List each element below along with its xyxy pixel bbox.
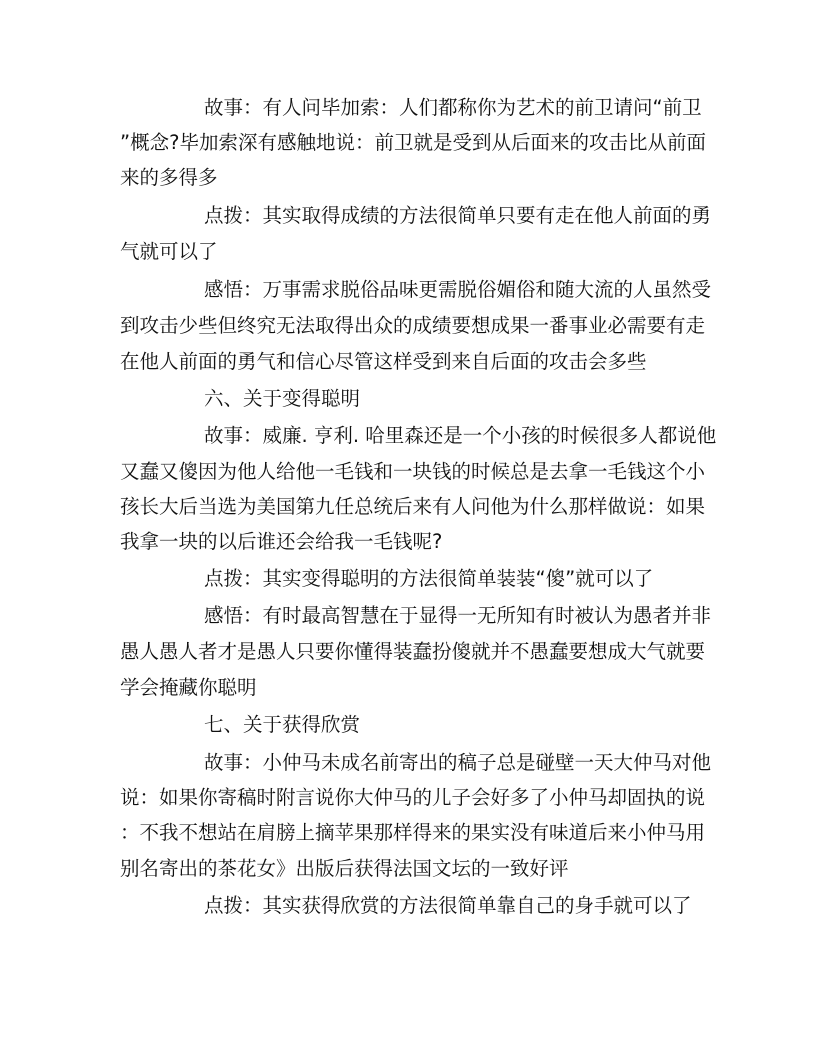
text-line: 又蠢又傻因为他人给他一毛钱和一块钱的时候总是去拿一毛钱这个小 [120, 460, 706, 483]
text-line: 故事：威廉. 亨利. 哈里森还是一个小孩的时候很多人都说他 [204, 424, 717, 447]
text-line: 别名寄出的茶花女》出版后获得法国文坛的一致好评 [120, 857, 569, 880]
text-line: 说：如果你寄稿时附言说你大仲马的儿子会好多了小仲马却固执的说 [120, 786, 706, 809]
text-line: 点拨：其实变得聪明的方法很简单装装“傻”就可以了 [204, 567, 654, 590]
text-line: 我拿一块的以后谁还会给我一毛钱呢? [120, 530, 443, 553]
text-line: 孩长大后当选为美国第九任总统后来有人问他为什么那样做说：如果 [120, 495, 706, 518]
text-line: 点拨：其实取得成绩的方法很简单只要有走在他人前面的勇 [204, 204, 712, 227]
text-line: ”概念?毕加索深有感触地说：前卫就是受到从后面来的攻击比从前面 [120, 131, 706, 154]
text-line: 感悟：万事需求脱俗品味更需脱俗媚俗和随大流的人虽然受 [204, 278, 712, 301]
section-heading: 七、关于获得欣赏 [204, 713, 361, 736]
text-line: 愚人愚人者才是愚人只要你懂得装蠢扮傻就并不愚蠢要想成大气就要 [120, 640, 706, 663]
text-line: ：不我不想站在肩膀上摘苹果那样得来的果实没有味道后来小仲马用 [120, 821, 706, 844]
text-line: 气就可以了 [120, 240, 218, 263]
text-line: 点拨：其实获得欣赏的方法很简单靠自己的身手就可以了 [204, 894, 692, 917]
text-line: 学会掩藏你聪明 [120, 676, 257, 699]
text-line: 在他人前面的勇气和信心尽管这样受到来自后面的攻击会多些 [120, 350, 647, 373]
text-line: 感悟：有时最高智慧在于显得一无所知有时被认为愚者并非 [204, 604, 712, 627]
text-line: 到攻击少些但终究无法取得出众的成绩要想成果一番事业必需要有走 [120, 314, 706, 337]
text-line: 来的多得多 [120, 166, 218, 189]
section-heading: 六、关于变得聪明 [204, 387, 361, 410]
text-line: 故事：有人问毕加索：人们都称你为艺术的前卫请问“前卫 [204, 96, 702, 119]
text-line: 故事：小仲马未成名前寄出的稿子总是碰壁一天大仲马对他 [204, 751, 712, 774]
